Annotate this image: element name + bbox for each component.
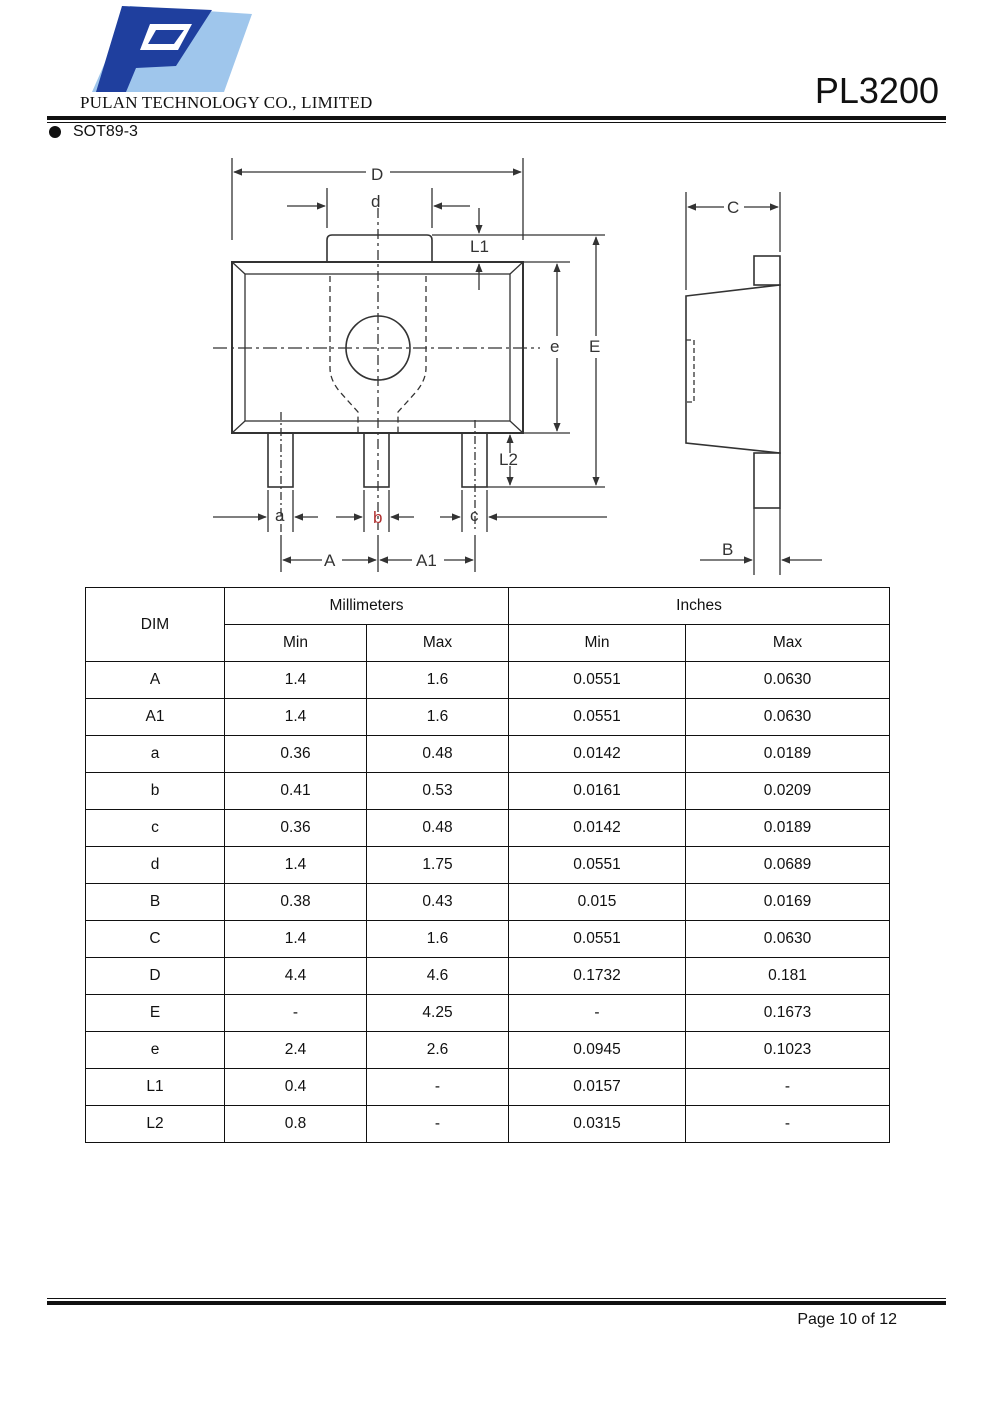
pulan-logo-icon — [92, 6, 252, 92]
value-cell: 4.4 — [225, 958, 367, 995]
value-cell: - — [225, 995, 367, 1032]
dim-header: DIM — [86, 588, 225, 662]
value-cell: 0.48 — [367, 810, 509, 847]
dim-label-L2: L2 — [499, 450, 518, 469]
value-cell: 0.0551 — [509, 662, 686, 699]
table-row — [86, 921, 890, 958]
value-cell: 0.38 — [225, 884, 367, 921]
table-row — [86, 1032, 890, 1069]
dim-label-c: c — [470, 506, 479, 525]
table-row — [86, 958, 890, 995]
value-cell: 1.4 — [225, 662, 367, 699]
table-row — [86, 884, 890, 921]
value-cell: 1.6 — [367, 699, 509, 736]
table-row — [86, 1106, 890, 1143]
part-number: PL3200 — [814, 70, 939, 111]
header-rule-thin — [47, 122, 946, 123]
value-cell: 4.25 — [367, 995, 509, 1032]
value-cell: 0.1673 — [686, 995, 890, 1032]
value-cell: - — [367, 1069, 509, 1106]
value-cell: 4.6 — [367, 958, 509, 995]
footer-rule-thick — [47, 1301, 946, 1305]
dim-label-L1: L1 — [470, 237, 489, 256]
dim-label-C: C — [727, 198, 740, 217]
page-number: Page 10 of 12 — [797, 1311, 897, 1328]
dim-label-D: D — [371, 165, 384, 184]
value-cell: 1.6 — [367, 662, 509, 699]
value-cell: 0.0142 — [509, 810, 686, 847]
section-heading — [49, 123, 138, 141]
table-row — [86, 736, 890, 773]
dim-cell: e — [86, 1032, 225, 1069]
value-cell: - — [686, 1069, 890, 1106]
bullet-icon — [49, 126, 61, 138]
value-cell: 1.6 — [367, 921, 509, 958]
value-cell: 0.0689 — [686, 847, 890, 884]
value-cell: 0.8 — [225, 1106, 367, 1143]
value-cell: 0.0630 — [686, 699, 890, 736]
header-rule-thick — [47, 116, 946, 120]
value-cell: 1.75 — [367, 847, 509, 884]
dim-label-a: a — [275, 506, 285, 525]
dim-cell: E — [86, 995, 225, 1032]
value-cell: 0.0315 — [509, 1106, 686, 1143]
inches-header: Inches — [509, 588, 890, 625]
value-cell: 2.4 — [225, 1032, 367, 1069]
dim-label-b: b — [373, 508, 383, 527]
in-min-header: Min — [509, 625, 686, 662]
section-title: SOT89-3 — [73, 123, 138, 140]
table-body — [86, 662, 890, 1143]
value-cell: 0.0189 — [686, 736, 890, 773]
footer-rule-thin — [47, 1298, 946, 1299]
value-cell: 1.4 — [225, 699, 367, 736]
dim-cell: L2 — [86, 1106, 225, 1143]
value-cell: 0.0630 — [686, 921, 890, 958]
value-cell: 0.0142 — [509, 736, 686, 773]
mm-max-header: Max — [367, 625, 509, 662]
value-cell: 2.6 — [367, 1032, 509, 1069]
value-cell: 0.0551 — [509, 699, 686, 736]
table-row — [86, 662, 890, 699]
value-cell: 0.1023 — [686, 1032, 890, 1069]
millimeters-header: Millimeters — [225, 588, 509, 625]
dim-label-e: e — [550, 337, 560, 356]
value-cell: 1.4 — [225, 921, 367, 958]
table-row — [86, 699, 890, 736]
value-cell: 1.4 — [225, 847, 367, 884]
table-row — [86, 810, 890, 847]
value-cell: 0.181 — [686, 958, 890, 995]
value-cell: 0.4 — [225, 1069, 367, 1106]
dim-cell: L1 — [86, 1069, 225, 1106]
value-cell: 0.48 — [367, 736, 509, 773]
table-header-row — [86, 588, 890, 625]
value-cell: 0.0157 — [509, 1069, 686, 1106]
dim-label-B: B — [722, 540, 734, 559]
dim-label-E: E — [589, 337, 601, 356]
dim-cell: A1 — [86, 699, 225, 736]
dim-label-A1: A1 — [416, 551, 437, 570]
value-cell: - — [509, 995, 686, 1032]
value-cell: 0.0189 — [686, 810, 890, 847]
dim-cell: A — [86, 662, 225, 699]
dim-cell: b — [86, 773, 225, 810]
in-max-header: Max — [686, 625, 890, 662]
value-cell: 0.0551 — [509, 847, 686, 884]
dim-cell: D — [86, 958, 225, 995]
value-cell: - — [686, 1106, 890, 1143]
table-row — [86, 1069, 890, 1106]
table-row — [86, 847, 890, 884]
company-name: PULAN TECHNOLOGY CO., LIMITED — [80, 93, 373, 112]
dim-cell: c — [86, 810, 225, 847]
table-row — [86, 995, 890, 1032]
dim-cell: d — [86, 847, 225, 884]
value-cell: 0.43 — [367, 884, 509, 921]
value-cell: 0.41 — [225, 773, 367, 810]
dim-label-d: d — [371, 192, 381, 211]
value-cell: 0.0551 — [509, 921, 686, 958]
value-cell: - — [367, 1106, 509, 1143]
value-cell: 0.36 — [225, 736, 367, 773]
dim-cell: B — [86, 884, 225, 921]
package-drawing — [0, 150, 991, 580]
dimension-table — [85, 587, 890, 1143]
dim-cell: a — [86, 736, 225, 773]
value-cell: 0.53 — [367, 773, 509, 810]
value-cell: 0.0169 — [686, 884, 890, 921]
value-cell: 0.1732 — [509, 958, 686, 995]
mm-min-header: Min — [225, 625, 367, 662]
value-cell: 0.0945 — [509, 1032, 686, 1069]
value-cell: 0.0209 — [686, 773, 890, 810]
value-cell: 0.36 — [225, 810, 367, 847]
dim-label-A: A — [324, 551, 336, 570]
table-row — [86, 773, 890, 810]
value-cell: 0.015 — [509, 884, 686, 921]
value-cell: 0.0630 — [686, 662, 890, 699]
dim-cell: C — [86, 921, 225, 958]
value-cell: 0.0161 — [509, 773, 686, 810]
